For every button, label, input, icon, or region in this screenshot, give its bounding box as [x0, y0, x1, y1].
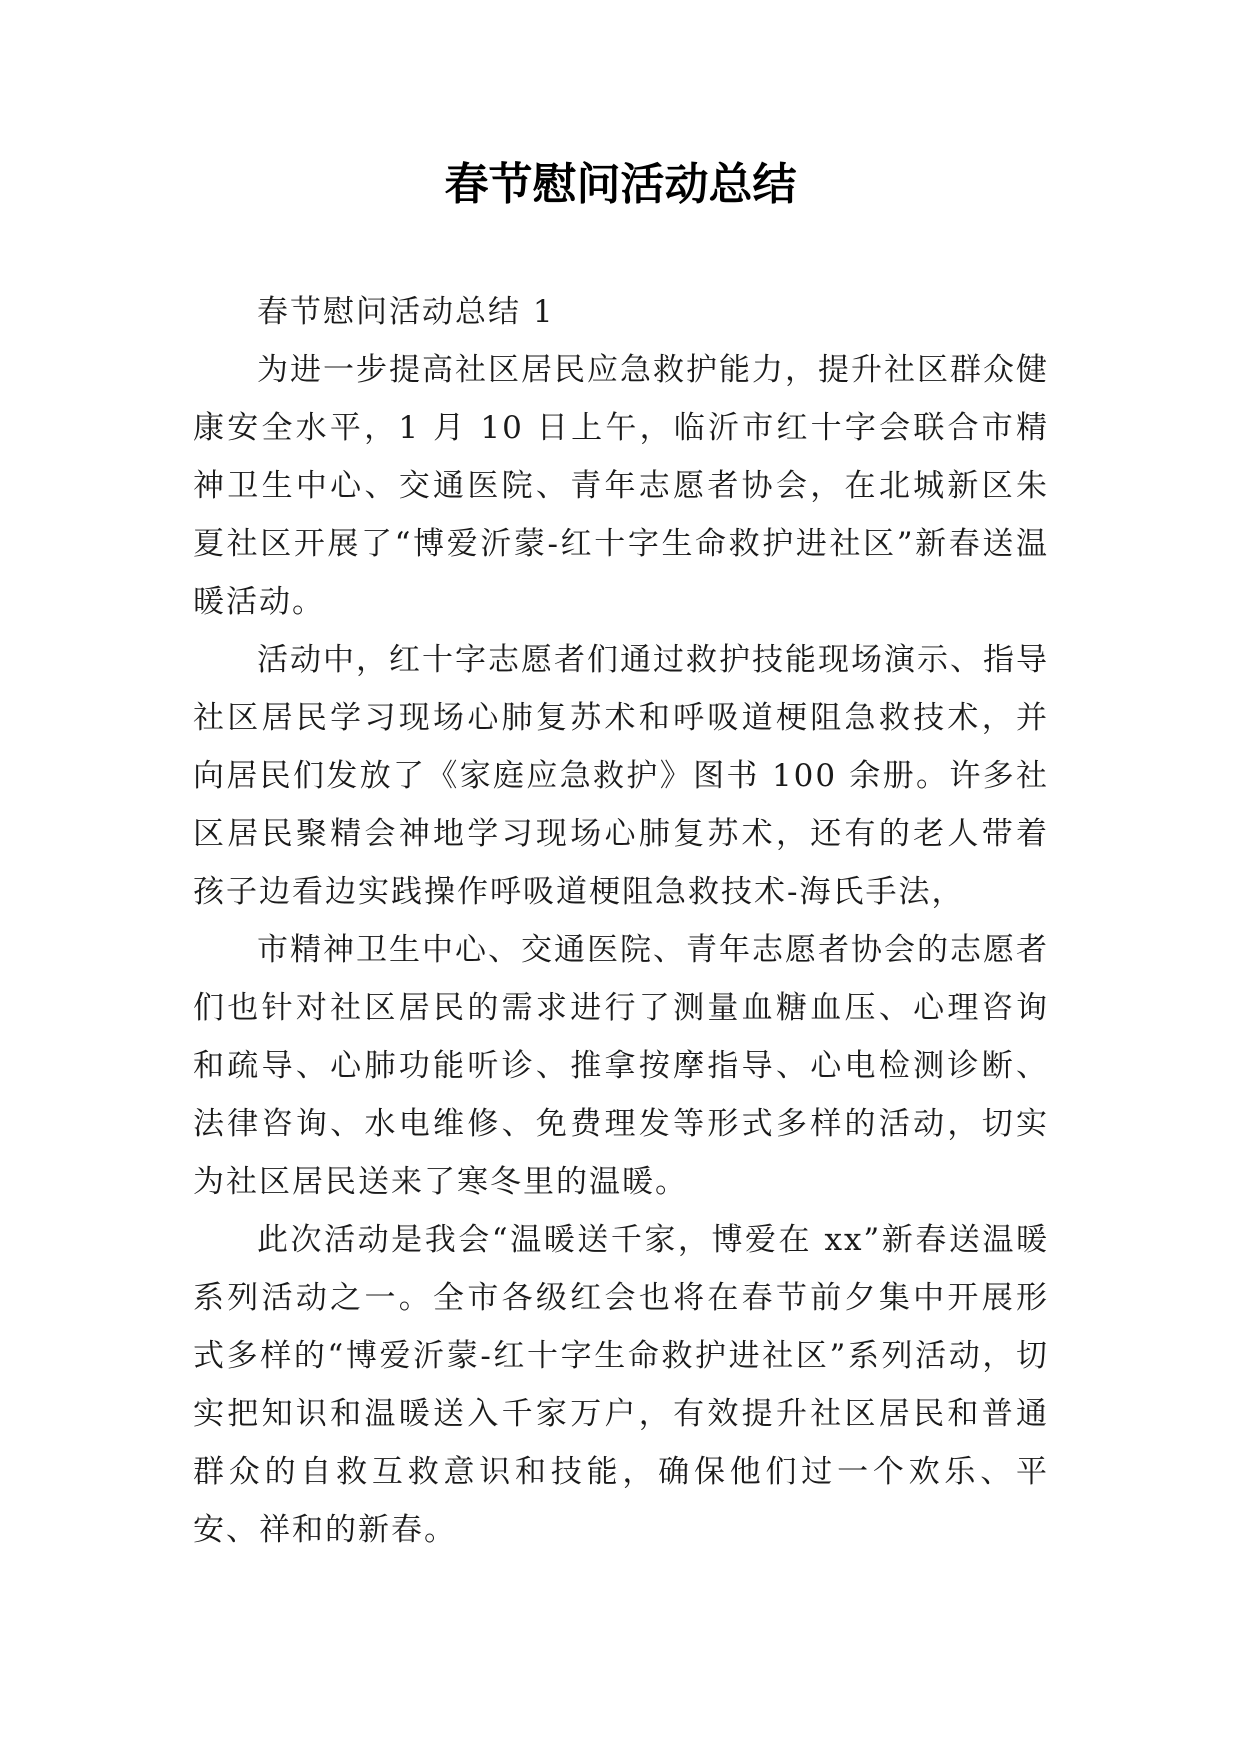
- paragraph: 市精神卫生中心、交通医院、青年志愿者协会的志愿者们也针对社区居民的需求进行了测量血糖血压、心理咨询和疏导、心肺功能听诊、推拿按摩指导、心电检测诊断、法律咨询、水电维修、免费理发等形式多样的活动，切实为社区居民送来了寒冬里的温暖。: [193, 932, 1049, 1200]
- document-body: [193, 283, 1049, 1559]
- paragraph: 活动中，红十字志愿者们通过救护技能现场演示、指导社区居民学习现场心肺复苏术和呼吸道梗阻急救技术，并向居民们发放了《家庭应急救护》图书 100 余册。许多社区居民聚精会神地学习现场心肺复苏术，还有的老人带着孩子边看边实践操作呼吸道梗阻急救技术-海氏手法，: [193, 642, 1049, 910]
- paragraph: 此次活动是我会“温暖送千家，博爱在 xx”新春送温暖系列活动之一。全市各级红会也将在春节前夕集中开展形式多样的“博爱沂蒙-红十字生命救护进社区”系列活动，切实把知识和温暖送入千家万户，有效提升社区居民和普通群众的自救互救意识和技能，确保他们过一个欢乐、平安、祥和的新春。: [193, 1222, 1049, 1548]
- document-title: 春节慰问活动总结: [444, 159, 797, 210]
- section-heading: 春节慰问活动总结 1: [257, 294, 555, 330]
- paragraph: 为进一步提高社区居民应急救护能力，提升社区群众健康安全水平，1 月 10 日上午，临沂市红十字会联合市精神卫生中心、交通医院、青年志愿者协会，在北城新区朱夏社区开展了“博爱沂蒙-红十字生命救护进社区”新春送温暖活动。: [193, 352, 1049, 620]
